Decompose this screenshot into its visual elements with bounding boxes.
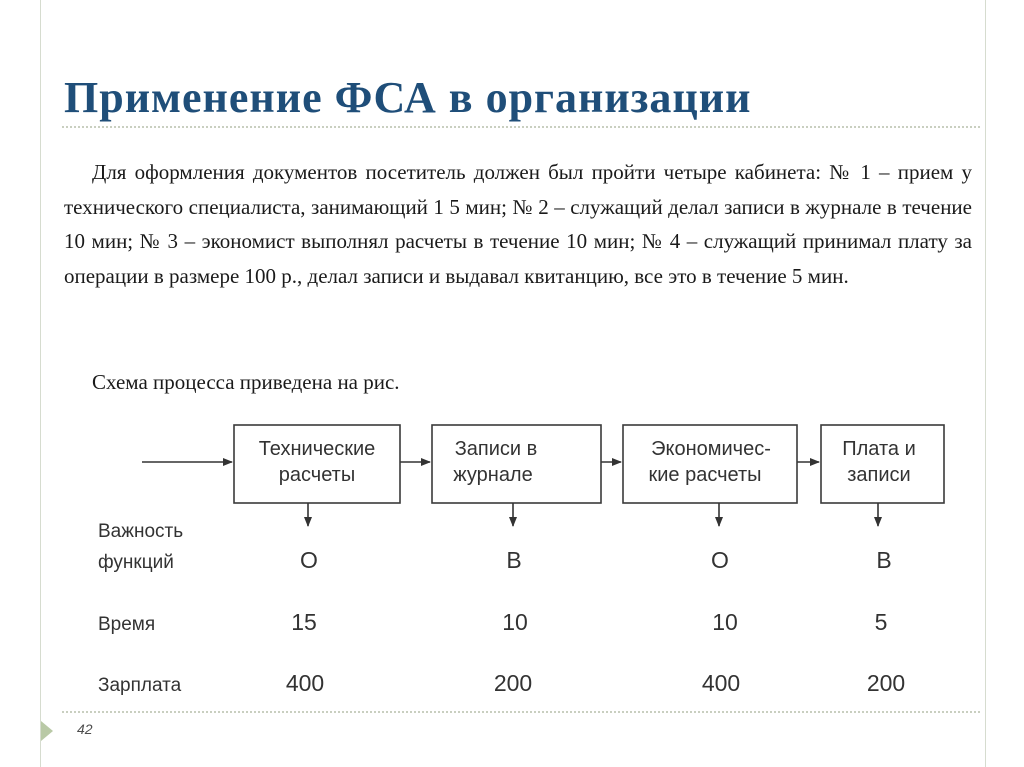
body-paragraph: Для оформления документов посетитель должен был пройти четыре кабинета: № 1 – прием у технического специалиста, занимающий 1 5 мин; № 2 – служащий делал записи в журнале в течение 10 мин; № 3 – экономист выполнял расчеты в течение 10 мин; № 4 – служащий принимал плату за операции в размере 100 р., делал записи и выдавал квитанцию, все это в течение 5 мин. bbox=[64, 160, 972, 288]
step-label-line1: Технические bbox=[258, 438, 376, 460]
figure-caption: Схема процесса приведена на рис. bbox=[92, 370, 400, 394]
time-value: 10 bbox=[502, 609, 528, 635]
importance-value: О bbox=[711, 547, 729, 573]
step-label-line1: Плата и bbox=[842, 438, 916, 460]
importance-value: О bbox=[300, 547, 318, 573]
salary-value: 400 bbox=[701, 670, 741, 696]
importance-value: В bbox=[876, 547, 892, 573]
row-label-importance-line2: функций bbox=[98, 552, 174, 573]
footer-divider bbox=[62, 711, 980, 713]
row-label-importance-line1: Важность bbox=[98, 521, 184, 542]
time-value: 5 bbox=[874, 609, 888, 635]
step-label-line2: журнале bbox=[453, 464, 533, 486]
step-label-line1: Записи в bbox=[454, 438, 538, 460]
salary-value: 200 bbox=[866, 670, 906, 696]
process-step-payment bbox=[821, 425, 944, 526]
process-step-journal bbox=[432, 425, 601, 526]
step-label-line1: Экономичес- bbox=[651, 438, 771, 460]
process-step-economic bbox=[623, 425, 797, 526]
time-value: 10 bbox=[712, 609, 738, 635]
salary-value: 200 bbox=[493, 670, 533, 696]
row-label-salary: Зарплата bbox=[98, 675, 182, 696]
slide-title: Применение ФСА в организации bbox=[64, 73, 752, 122]
time-value: 15 bbox=[291, 609, 317, 635]
nav-arrow-icon bbox=[41, 721, 53, 741]
slide-number: 42 bbox=[77, 721, 93, 737]
step-label-line2: кие расчеты bbox=[648, 464, 762, 486]
step-label-line2: расчеты bbox=[278, 464, 356, 486]
row-label-time: Время bbox=[98, 614, 156, 635]
salary-value: 400 bbox=[285, 670, 325, 696]
importance-value: В bbox=[506, 547, 522, 573]
step-label-line2: записи bbox=[847, 464, 911, 486]
process-step-technical bbox=[234, 425, 400, 526]
